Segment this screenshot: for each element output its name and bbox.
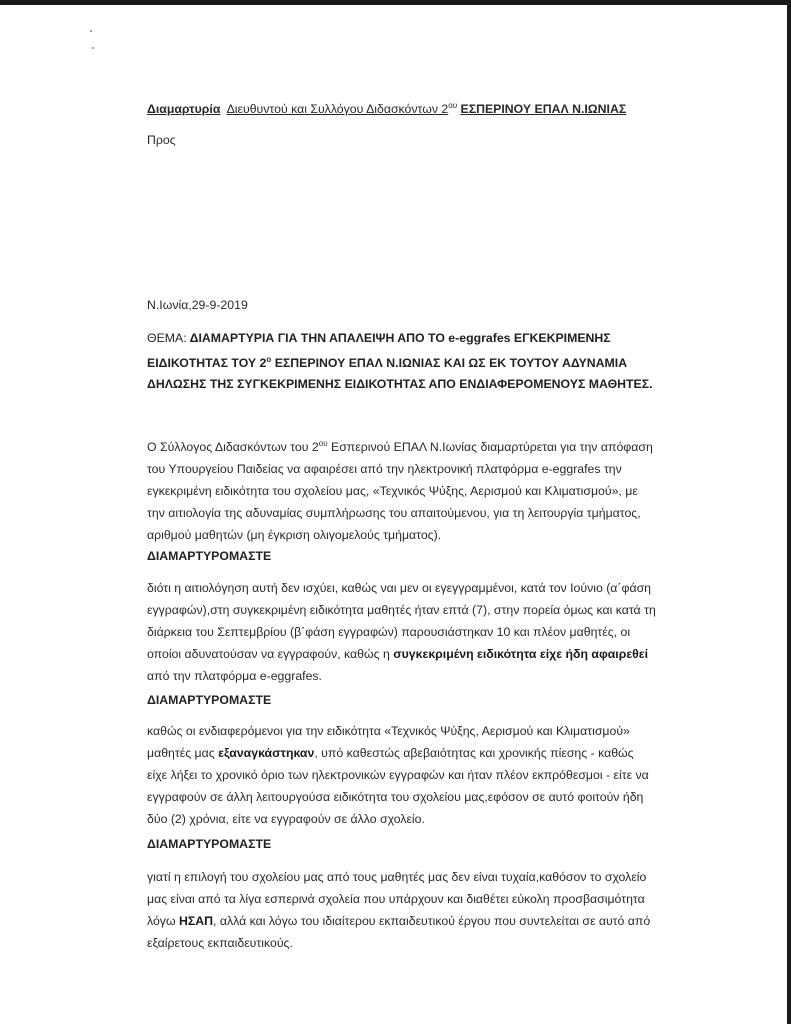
intro-superscript: ου (318, 439, 328, 448)
reason2-b: , υπό καθεστώς αβεβαιότητας και χρονικής πίεσης - καθώς είχε λήξει το χρονικό όριο των ηλεκτρονικών εγγραφών και ήταν πλέον εκπρόθεσμοι - είτε να εγγραφούν σε άλλη λειτουργούσα ειδικότητα του σχολείου μας,εφόσον σε αυτό φοιτούν ήδη δύο (2) χρόνια, είτε να εγγραφούν σε άλλο σχολείο. (147, 746, 649, 826)
reason-paragraph-1 (147, 577, 657, 687)
subject-part-2: ΕΣΠΕΡΙΝΟΥ ΕΠΑΛ Ν.ΙΩΝΙΑΣ ΚΑΙ ΩΣ ΕΚ ΤΟΥΤΟΥ ΑΔΥΝΑΜΙΑ ΔΗΛΩΣΗΣ ΤΗΣ ΣΥΓΚΕΚΡΙΜΕΝΗΣ ΕΙΔΙΚΟΤΗΤΑΣ ΑΠΟ ΕΝΔΙΑΦΕΡΟΜΕΝΟΥΣ ΜΑΘΗΤΕΣ. (147, 356, 653, 392)
scan-speck (92, 47, 94, 49)
reason-paragraph-3 (147, 866, 657, 954)
intro-b: Εσπερινού ΕΠΑΛ Ν.Ιωνίας διαμαρτύρεται για την απόφαση του Υπουργείου Παιδείας να αφαιρέσει από την ηλεκτρονική πλατφόρμα e-eggrafes την εγκεκριμένη ειδικότητα του σχολείου μας, «Τεχνικός Ψύξης, Αερισμού και Κλιματισμού», με την αιτιολογία της αδυναμίας συμπλήρωσης του απαιτούμενου, για τη λειτουργία τμήματος, αριθμού μαθητών (μη έγκριση ολιγομελούς τμήματος). (147, 440, 653, 543)
place-date: Ν.Ιωνία,29-9-2019 (147, 298, 248, 312)
reason1-b: από την πλατφόρμα e-eggrafes. (147, 669, 322, 683)
title-middle: Διευθυντού και Συλλόγου Διδασκόντων 2 (226, 102, 449, 117)
protest-heading-2: ΔΙΑΜΑΡΤΥΡΟΜΑΣΤΕ (147, 693, 272, 707)
subject-label: ΘΕΜΑ: (147, 331, 187, 345)
document-title (147, 101, 707, 116)
reason1-bold: συγκεκριμένη ειδικότητα είχε ήδη αφαιρεθεί (393, 647, 649, 661)
scan-border-top (0, 0, 791, 5)
reason2-a: καθώς οι ενδιαφερόμενοι για την ειδικότητα «Τεχνικός Ψύξης, Αερισμού και Κλιματισμού» μαθητές μας (147, 724, 630, 760)
reason3-a: γιατί η επιλογή του σχολείου μας από τους μαθητές μας δεν είναι τυχαία,καθόσον το σχολείο μας είναι από τα λίγα εσπερινά σχολεία που υπάρχουν και διαθέτει εύκολη προσβασιμότητα λόγω (147, 870, 647, 928)
protest-heading-3: ΔΙΑΜΑΡΤΥΡΟΜΑΣΤΕ (147, 837, 272, 851)
protest-heading-1: ΔΙΑΜΑΡΤΥΡΟΜΑΣΤΕ (147, 549, 272, 563)
intro-paragraph (147, 433, 657, 546)
title-school: ΕΣΠΕΡΙΝΟΥ ΕΠΑΛ Ν.ΙΩΝΙΑΣ (460, 102, 627, 117)
intro-a: Ο Σύλλογος Διδασκόντων του 2 (147, 440, 319, 455)
reason3-b: , αλλά και λόγω του ιδιαίτερου εκπαιδευτικού έργου που συντελείται σε αυτό από εξαίρετους εκπαιδευτικούς. (147, 914, 651, 950)
title-bold-word: Διαμαρτυρία (147, 102, 221, 117)
reason1-a: διότι η αιτιολόγηση αυτή δεν ισχύει, καθώς ναι μεν οι εγεγγραμμένοι, κατά τον Ιούνιο (α΄φάση εγγραφών),στη συγκεκριμένη ειδικότητα μαθητές ήταν επτά (7), στην πορεία όμως και κατά τη διάρκεια του Σεπτεμβρίου (β΄φάση εγγραφών) παρουσιάστηκαν 10 και πλέον μαθητές, οι οποίοι αδυνατούσαν να εγγραφούν, καθώς η (147, 581, 656, 661)
title-superscript: ου (448, 101, 458, 110)
recipient-label: Προς (147, 133, 176, 147)
reason2-bold: εξαναγκάστηκαν (218, 746, 315, 760)
subject-superscript: ο (266, 355, 272, 364)
subject-part-1: ΔΙΑΜΑΡΤΥΡΙΑ ΓΙΑ ΤΗΝ ΑΠΑΛΕΙΨΗ ΑΠΟ ΤΟ e-eggrafes ΕΓΚΕΚΡΙΜΕΝΗΣ ΕΙΔΙΚΟΤΗΤΑΣ ΤΟΥ 2 (147, 331, 611, 371)
scan-speck (90, 30, 92, 32)
scan-border-right (787, 0, 791, 1024)
subject-block (147, 328, 667, 395)
reason-paragraph-2 (147, 720, 657, 830)
reason3-bold: ΗΣΑΠ (178, 914, 214, 928)
